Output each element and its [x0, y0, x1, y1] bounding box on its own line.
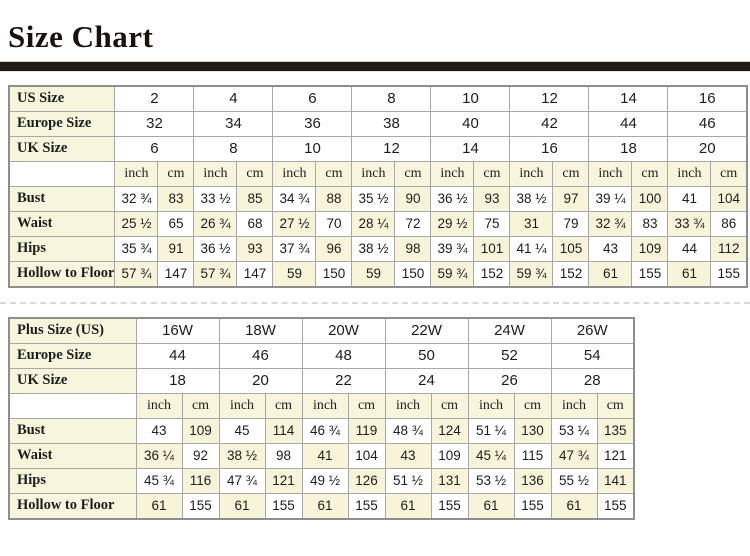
unit-cell: cm — [431, 393, 468, 418]
unit-cell: inch — [352, 161, 395, 186]
size-cell: 18W — [219, 318, 302, 344]
size-cell: 8 — [194, 136, 273, 161]
measure-cell: 38 ½ — [352, 236, 395, 261]
measure-cell: 25 ½ — [115, 211, 158, 236]
unit-cell: inch — [115, 161, 158, 186]
unit-cell: cm — [158, 161, 194, 186]
table-row — [9, 493, 634, 519]
measure-cell: 61 — [219, 493, 265, 519]
size-cell: 36 — [273, 111, 352, 136]
size-cell: 2 — [115, 86, 194, 112]
measure-cell: 61 — [668, 261, 711, 287]
unit-cell: inch — [385, 393, 431, 418]
measure-cell: 61 — [551, 493, 597, 519]
row-label: Bust — [9, 418, 136, 443]
unit-cell: inch — [302, 393, 348, 418]
measure-cell: 49 ½ — [302, 468, 348, 493]
unit-cell: cm — [553, 161, 589, 186]
measure-cell: 114 — [265, 418, 302, 443]
table-row — [9, 211, 747, 236]
unit-cell: inch — [468, 393, 514, 418]
title-bar — [0, 62, 750, 72]
measure-cell: 152 — [553, 261, 589, 287]
measure-cell: 155 — [597, 493, 634, 519]
measure-cell: 48 ¾ — [385, 418, 431, 443]
measure-cell: 124 — [431, 418, 468, 443]
measure-cell: 59 — [273, 261, 316, 287]
measure-cell: 155 — [431, 493, 468, 519]
measure-cell: 98 — [265, 443, 302, 468]
measure-cell: 36 ½ — [194, 236, 237, 261]
plus-size-table — [8, 317, 635, 520]
measure-cell: 46 ¾ — [302, 418, 348, 443]
unit-cell: cm — [182, 393, 219, 418]
measure-cell: 101 — [474, 236, 510, 261]
measure-cell: 35 ¾ — [115, 236, 158, 261]
measure-cell: 59 — [352, 261, 395, 287]
measure-cell: 55 ½ — [551, 468, 597, 493]
row-label: UK Size — [9, 368, 136, 393]
measure-cell: 126 — [348, 468, 385, 493]
size-cell: 22 — [302, 368, 385, 393]
size-cell: 40 — [431, 111, 510, 136]
unit-cell: cm — [348, 393, 385, 418]
unit-cell: inch — [510, 161, 553, 186]
measure-cell: 36 ½ — [431, 186, 474, 211]
size-cell: 12 — [510, 86, 589, 112]
measure-cell: 136 — [514, 468, 551, 493]
row-label: Bust — [9, 186, 115, 211]
row-label: Plus Size (US) — [9, 318, 136, 344]
measure-cell: 97 — [553, 186, 589, 211]
measure-cell: 44 — [668, 236, 711, 261]
table-row — [9, 443, 634, 468]
corner-cell — [9, 161, 115, 186]
unit-cell: inch — [219, 393, 265, 418]
size-cell: 18 — [589, 136, 668, 161]
measure-cell: 121 — [265, 468, 302, 493]
size-cell: 14 — [589, 86, 668, 112]
measure-cell: 93 — [237, 236, 273, 261]
measure-cell: 85 — [237, 186, 273, 211]
size-cell: 46 — [219, 343, 302, 368]
measure-cell: 155 — [632, 261, 668, 287]
measure-cell: 41 — [668, 186, 711, 211]
measure-cell: 43 — [385, 443, 431, 468]
measure-cell: 33 ¾ — [668, 211, 711, 236]
row-label: Europe Size — [9, 111, 115, 136]
size-cell: 10 — [431, 86, 510, 112]
row-label: Hollow to Floor — [9, 493, 136, 519]
measure-cell: 31 — [510, 211, 553, 236]
size-cell: 6 — [115, 136, 194, 161]
table-row — [9, 111, 747, 136]
page-title: Size Chart — [8, 19, 154, 54]
size-cell: 18 — [136, 368, 219, 393]
unit-cell: inch — [668, 161, 711, 186]
unit-cell: inch — [551, 393, 597, 418]
measure-cell: 155 — [265, 493, 302, 519]
row-label: Waist — [9, 211, 115, 236]
measure-cell: 88 — [316, 186, 352, 211]
unit-cell: inch — [273, 161, 316, 186]
unit-cell: cm — [265, 393, 302, 418]
measure-cell: 83 — [632, 211, 668, 236]
measure-cell: 39 ¾ — [431, 236, 474, 261]
size-cell: 44 — [589, 111, 668, 136]
measure-cell: 93 — [474, 186, 510, 211]
size-cell: 4 — [194, 86, 273, 112]
table-row — [9, 343, 634, 368]
size-cell: 34 — [194, 111, 273, 136]
table-row — [9, 236, 747, 261]
unit-cell: inch — [194, 161, 237, 186]
measure-cell: 38 ½ — [219, 443, 265, 468]
unit-cell: cm — [632, 161, 668, 186]
measure-cell: 59 ¾ — [510, 261, 553, 287]
measure-cell: 121 — [597, 443, 634, 468]
row-label: Hips — [9, 236, 115, 261]
measure-cell: 45 — [219, 418, 265, 443]
measure-cell: 141 — [597, 468, 634, 493]
size-cell: 16W — [136, 318, 219, 344]
measure-cell: 37 ¾ — [273, 236, 316, 261]
measure-cell: 53 ½ — [468, 468, 514, 493]
table-row — [9, 393, 634, 418]
measure-cell: 155 — [711, 261, 747, 287]
measure-cell: 104 — [348, 443, 385, 468]
measure-cell: 43 — [589, 236, 632, 261]
measure-cell: 116 — [182, 468, 219, 493]
unit-cell: inch — [431, 161, 474, 186]
row-label: Waist — [9, 443, 136, 468]
measure-cell: 39 ¼ — [589, 186, 632, 211]
measure-cell: 105 — [553, 236, 589, 261]
size-chart-page — [0, 20, 750, 520]
unit-cell: cm — [395, 161, 431, 186]
measure-cell: 79 — [553, 211, 589, 236]
measure-cell: 100 — [632, 186, 668, 211]
measure-cell: 61 — [468, 493, 514, 519]
table-row — [9, 468, 634, 493]
measure-cell: 98 — [395, 236, 431, 261]
unit-cell: inch — [589, 161, 632, 186]
measure-cell: 68 — [237, 211, 273, 236]
measure-cell: 28 ¼ — [352, 211, 395, 236]
measure-cell: 53 ¼ — [551, 418, 597, 443]
size-cell: 28 — [551, 368, 634, 393]
table-row — [9, 261, 747, 287]
table-row — [9, 418, 634, 443]
measure-cell: 147 — [237, 261, 273, 287]
measure-cell: 41 — [302, 443, 348, 468]
table-row — [9, 368, 634, 393]
unit-cell: cm — [316, 161, 352, 186]
measure-cell: 155 — [348, 493, 385, 519]
measure-cell: 51 ½ — [385, 468, 431, 493]
measure-cell: 155 — [182, 493, 219, 519]
unit-cell: cm — [711, 161, 747, 186]
size-cell: 16 — [668, 86, 747, 112]
measure-cell: 150 — [316, 261, 352, 287]
measure-cell: 70 — [316, 211, 352, 236]
unit-cell: inch — [136, 393, 182, 418]
measure-cell: 38 ½ — [510, 186, 553, 211]
measure-cell: 92 — [182, 443, 219, 468]
measure-cell: 45 ¾ — [136, 468, 182, 493]
measure-cell: 119 — [348, 418, 385, 443]
size-cell: 14 — [431, 136, 510, 161]
size-cell: 32 — [115, 111, 194, 136]
size-cell: 24W — [468, 318, 551, 344]
measure-cell: 72 — [395, 211, 431, 236]
unit-cell: cm — [597, 393, 634, 418]
measure-cell: 155 — [514, 493, 551, 519]
size-cell: 20 — [219, 368, 302, 393]
size-cell: 12 — [352, 136, 431, 161]
size-cell: 26 — [468, 368, 551, 393]
row-label: US Size — [9, 86, 115, 112]
size-cell: 26W — [551, 318, 634, 344]
measure-cell: 61 — [589, 261, 632, 287]
measure-cell: 61 — [136, 493, 182, 519]
measure-cell: 34 ¾ — [273, 186, 316, 211]
section-divider — [0, 302, 750, 304]
measure-cell: 33 ½ — [194, 186, 237, 211]
size-cell: 10 — [273, 136, 352, 161]
measure-cell: 115 — [514, 443, 551, 468]
measure-cell: 112 — [711, 236, 747, 261]
size-cell: 54 — [551, 343, 634, 368]
measure-cell: 150 — [395, 261, 431, 287]
measure-cell: 135 — [597, 418, 634, 443]
measure-cell: 32 ¾ — [115, 186, 158, 211]
measure-cell: 91 — [158, 236, 194, 261]
measure-cell: 27 ½ — [273, 211, 316, 236]
measure-cell: 57 ¾ — [194, 261, 237, 287]
size-cell: 24 — [385, 368, 468, 393]
unit-cell: cm — [514, 393, 551, 418]
unit-cell: cm — [474, 161, 510, 186]
table-row — [9, 186, 747, 211]
measure-cell: 29 ½ — [431, 211, 474, 236]
corner-cell — [9, 393, 136, 418]
measure-cell: 65 — [158, 211, 194, 236]
measure-cell: 83 — [158, 186, 194, 211]
measure-cell: 96 — [316, 236, 352, 261]
size-cell: 42 — [510, 111, 589, 136]
size-cell: 8 — [352, 86, 431, 112]
size-cell: 44 — [136, 343, 219, 368]
table-row — [9, 318, 634, 344]
standard-size-table — [8, 85, 748, 288]
measure-cell: 36 ¼ — [136, 443, 182, 468]
measure-cell: 45 ¼ — [468, 443, 514, 468]
measure-cell: 61 — [385, 493, 431, 519]
row-label: UK Size — [9, 136, 115, 161]
unit-cell: cm — [237, 161, 273, 186]
row-label: Europe Size — [9, 343, 136, 368]
measure-cell: 104 — [711, 186, 747, 211]
size-cell: 16 — [510, 136, 589, 161]
measure-cell: 61 — [302, 493, 348, 519]
measure-cell: 86 — [711, 211, 747, 236]
table-row — [9, 136, 747, 161]
table-row — [9, 161, 747, 186]
measure-cell: 59 ¾ — [431, 261, 474, 287]
measure-cell: 32 ¾ — [589, 211, 632, 236]
measure-cell: 109 — [632, 236, 668, 261]
measure-cell: 41 ¼ — [510, 236, 553, 261]
table-row — [9, 86, 747, 112]
measure-cell: 47 ¾ — [219, 468, 265, 493]
row-label: Hips — [9, 468, 136, 493]
size-cell: 6 — [273, 86, 352, 112]
size-cell: 50 — [385, 343, 468, 368]
size-cell: 20 — [668, 136, 747, 161]
measure-cell: 51 ¼ — [468, 418, 514, 443]
measure-cell: 43 — [136, 418, 182, 443]
measure-cell: 130 — [514, 418, 551, 443]
size-cell: 46 — [668, 111, 747, 136]
measure-cell: 35 ½ — [352, 186, 395, 211]
size-cell: 22W — [385, 318, 468, 344]
size-cell: 20W — [302, 318, 385, 344]
measure-cell: 109 — [182, 418, 219, 443]
measure-cell: 47 ¾ — [551, 443, 597, 468]
size-cell: 38 — [352, 111, 431, 136]
size-cell: 52 — [468, 343, 551, 368]
row-label: Hollow to Floor — [9, 261, 115, 287]
measure-cell: 131 — [431, 468, 468, 493]
measure-cell: 26 ¾ — [194, 211, 237, 236]
measure-cell: 75 — [474, 211, 510, 236]
measure-cell: 90 — [395, 186, 431, 211]
measure-cell: 152 — [474, 261, 510, 287]
measure-cell: 147 — [158, 261, 194, 287]
size-cell: 48 — [302, 343, 385, 368]
measure-cell: 57 ¾ — [115, 261, 158, 287]
measure-cell: 109 — [431, 443, 468, 468]
